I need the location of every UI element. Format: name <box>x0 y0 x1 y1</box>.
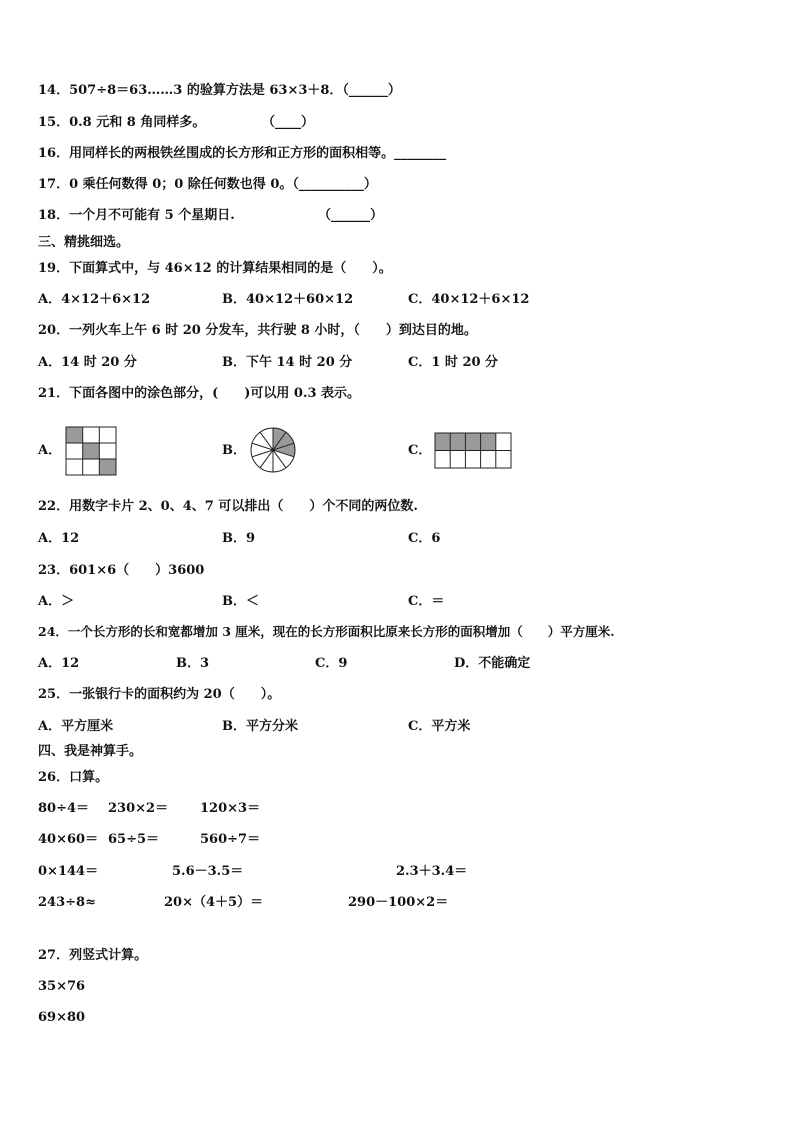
question-20: 20．一列火车上午 6 时 20 分发车，共行驶 8 小时，（ ）到达目的地。 <box>38 323 477 338</box>
mental-math-item: 2.3＋3.4＝ <box>396 864 468 879</box>
question-21-option-c: C． <box>408 443 432 458</box>
question-20-option-c: C．1 时 20 分 <box>408 355 499 370</box>
strip-figure-c <box>435 433 511 468</box>
mental-math-item: 80÷4＝ <box>38 801 90 816</box>
question-17: 17．0 乘任何数得 0；0 除任何数也得 0。（__________） <box>38 177 377 192</box>
mental-math-item: 20×（4＋5）＝ <box>164 895 264 910</box>
question-14: 14．507÷8＝63……3 的验算方法是 63×3＋8．（______） <box>38 83 401 98</box>
question-24-option-d: D．不能确定 <box>454 656 531 671</box>
question-25: 25．一张银行卡的面积约为 20（ ）。 <box>38 687 281 702</box>
question-18: 18．一个月不可能有 5 个星期日. <box>38 208 235 223</box>
question-18-blank: （______） <box>318 208 384 223</box>
question-24-option-c: C．9 <box>315 656 348 671</box>
grid-figure-a <box>66 427 116 475</box>
circle-figure-b <box>248 427 298 473</box>
question-24-option-a: A．12 <box>38 656 80 671</box>
question-22: 22．用数字卡片 2、0、4、7 可以排出（ ）个不同的两位数. <box>38 499 418 514</box>
question-22-option-b: B．9 <box>222 531 256 546</box>
question-22-option-a: A．12 <box>38 531 80 546</box>
question-20-option-a: A．14 时 20 分 <box>38 355 137 370</box>
mental-math-item: 243÷8≈ <box>38 895 96 910</box>
question-16: 16．用同样长的两根铁丝围成的长方形和正方形的面积相等。________ <box>38 146 447 161</box>
mental-math-item: 230×2＝ <box>108 801 169 816</box>
mental-math-item: 560÷7＝ <box>200 832 261 847</box>
section-3-heading: 三、精挑细选。 <box>38 235 130 250</box>
mental-math-item: 65÷5＝ <box>108 832 160 847</box>
mental-math-item: 0×144＝ <box>38 864 99 879</box>
question-20-option-b: B．下午 14 时 20 分 <box>222 355 353 370</box>
question-15-blank: （____） <box>262 115 315 130</box>
question-19-option-b: B．40×12＋60×12 <box>222 292 354 307</box>
question-24: 24．一个长方形的长和宽都增加 3 厘米，现在的长方形面积比原来长方形的面积增加（ ）平方厘米. <box>38 624 615 639</box>
mental-math-item: 120×3＝ <box>200 801 261 816</box>
question-25-option-a: A．平方厘米 <box>38 719 114 734</box>
question-21: 21．下面各图中的涂色部分，( )可以用 0.3 表示。 <box>38 386 361 401</box>
question-21-option-a: A． <box>38 443 62 458</box>
question-21-option-b: B． <box>222 443 246 458</box>
question-23: 23．601×6（ ）3600 <box>38 563 205 578</box>
question-23-option-a: A．＞ <box>38 594 75 609</box>
question-19: 19．下面算式中，与 46×12 的计算结果相同的是（ ）。 <box>38 261 392 276</box>
question-26: 26．口算。 <box>38 770 109 785</box>
question-23-option-c: C．＝ <box>408 594 445 609</box>
question-22-option-c: C．6 <box>408 531 441 546</box>
vertical-calc-item: 69×80 <box>38 1010 86 1025</box>
question-15: 15．0.8 元和 8 角同样多。 <box>38 115 206 130</box>
question-25-option-b: B．平方分米 <box>222 719 298 734</box>
mental-math-item: 5.6－3.5＝ <box>172 864 244 879</box>
mental-math-item: 40×60＝ <box>38 832 99 847</box>
section-4-heading: 四、我是神算手。 <box>38 744 143 759</box>
vertical-calc-item: 35×76 <box>38 979 86 994</box>
question-25-option-c: C．平方米 <box>408 719 471 734</box>
question-19-option-c: C．40×12＋6×12 <box>408 292 530 307</box>
question-27: 27．列竖式计算。 <box>38 948 148 963</box>
question-23-option-b: B．＜ <box>222 594 259 609</box>
mental-math-item: 290－100×2＝ <box>348 895 449 910</box>
question-19-option-a: A．4×12＋6×12 <box>38 292 151 307</box>
question-24-option-b: B．3 <box>176 656 210 671</box>
